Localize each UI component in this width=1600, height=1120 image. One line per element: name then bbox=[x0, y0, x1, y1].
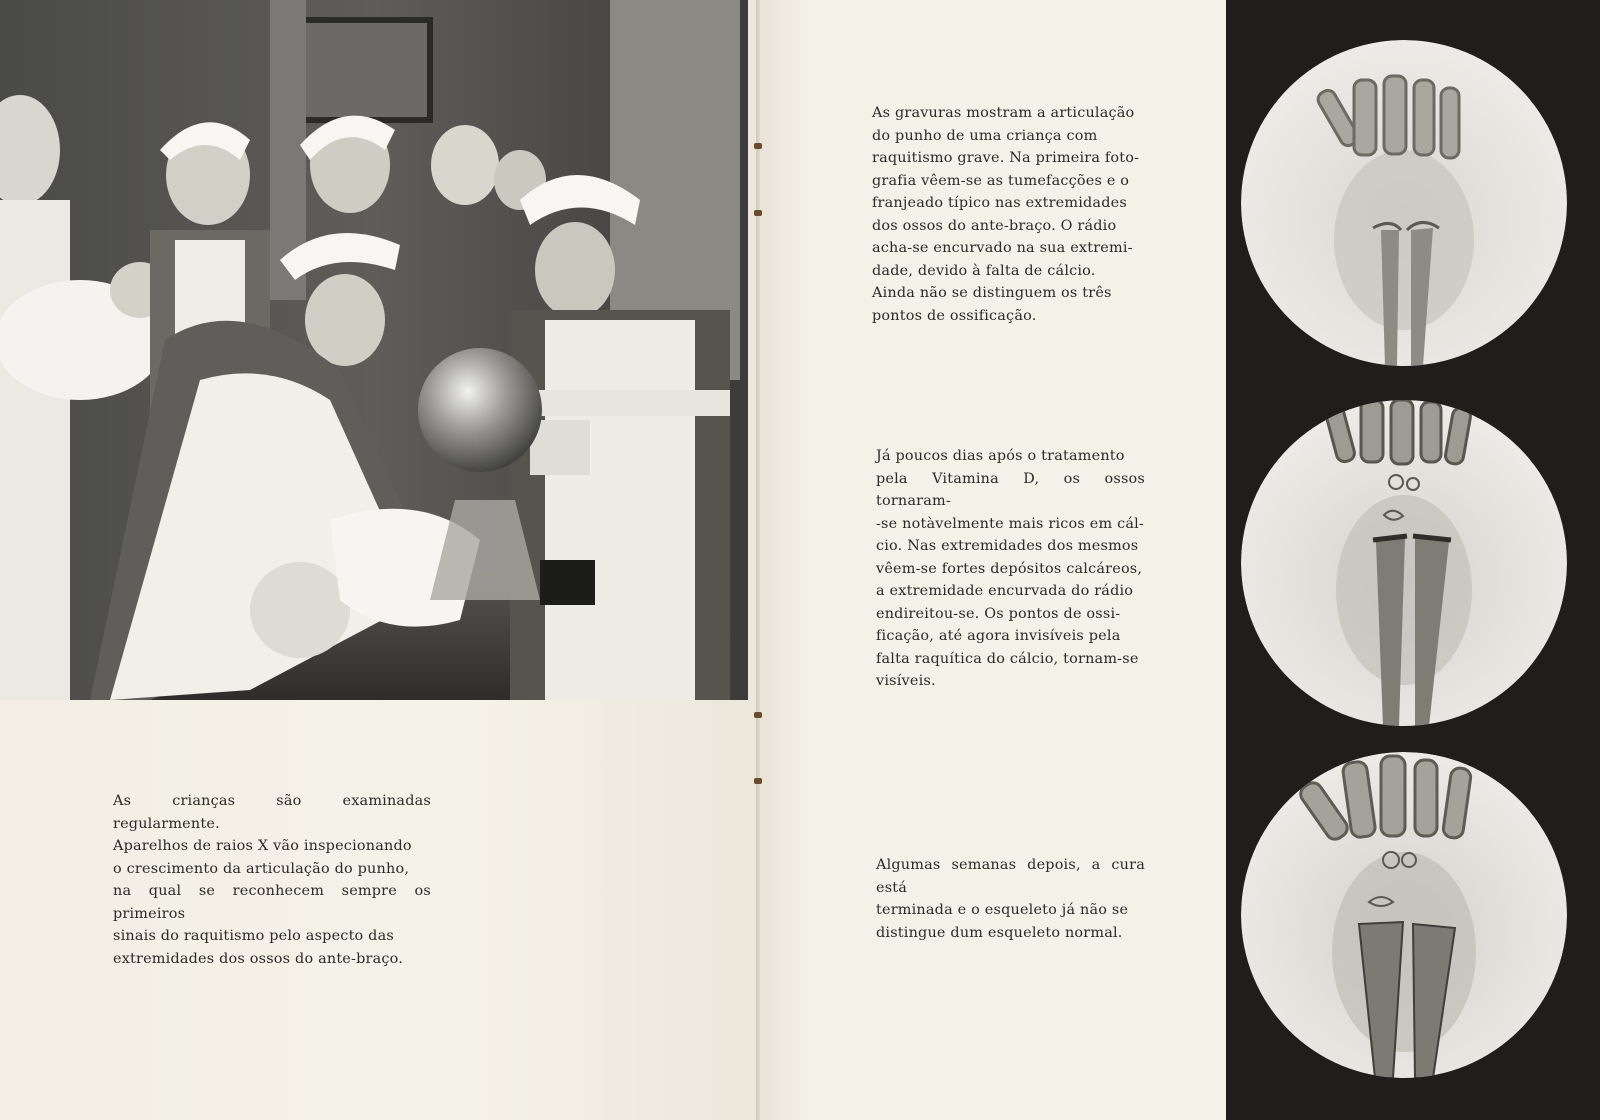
caption-children-examined bbox=[113, 790, 431, 970]
caption-line: As gravuras mostram a articulação bbox=[872, 105, 1135, 121]
caption-line: ficação, até agora invisíveis pela bbox=[876, 628, 1121, 644]
staple-mark bbox=[754, 778, 762, 784]
caption-line: dos ossos do ante-braço. O rádio bbox=[872, 217, 1117, 234]
caption-line: acha-se encurvado na sua extremi- bbox=[872, 240, 1133, 256]
staple-mark bbox=[754, 143, 762, 149]
caption-line: Algumas semanas depois, a cura está bbox=[876, 857, 1145, 896]
nurses-photo bbox=[0, 0, 748, 700]
caption-line: o crescimento da articulação do punho, bbox=[113, 860, 410, 877]
caption-line: visíveis. bbox=[876, 673, 936, 689]
caption-healed bbox=[876, 854, 1145, 944]
caption-line: Aparelhos de raios X vão inspecionando bbox=[113, 838, 412, 854]
caption-line: extremidades dos ossos do ante-braço. bbox=[113, 950, 404, 967]
caption-line: endireitou-se. Os pontos de ossi- bbox=[876, 605, 1121, 622]
xray-healed bbox=[1241, 752, 1567, 1078]
caption-line: As crianças são examinadas regularmente. bbox=[113, 793, 431, 832]
caption-line: a extremidade encurvada do rádio bbox=[876, 583, 1134, 599]
staple-mark bbox=[754, 210, 762, 216]
caption-line: cio. Nas extremidades dos mesmos bbox=[876, 538, 1139, 554]
staple-mark bbox=[754, 712, 762, 718]
caption-after-vitamin-d bbox=[876, 445, 1145, 693]
left-page bbox=[0, 0, 758, 1120]
gutter bbox=[756, 0, 760, 1120]
caption-line: na qual se reconhecem sempre os primeiros bbox=[113, 883, 431, 922]
caption-line: vêem-se fortes depósitos calcáreos, bbox=[876, 560, 1143, 577]
caption-line: falta raquítica do cálcio, tornam-se bbox=[876, 650, 1139, 667]
caption-line: pela Vitamina D, os ossos tornaram- bbox=[876, 470, 1145, 509]
caption-line: Já poucos dias após o tratamento bbox=[876, 448, 1125, 464]
caption-line: pontos de ossificação. bbox=[872, 307, 1037, 324]
caption-line: dade, devido à falta de cálcio. bbox=[872, 262, 1096, 279]
caption-line: franjeado típico nas extremidades bbox=[872, 195, 1127, 211]
xray-after-vitamin-d bbox=[1241, 400, 1567, 726]
caption-line: grafia vêem-se as tumefacções e o bbox=[872, 172, 1130, 189]
caption-line: Ainda não se distinguem os três bbox=[872, 285, 1112, 301]
caption-severe-rickets bbox=[872, 102, 1144, 327]
caption-line: raquitismo grave. Na primeira foto- bbox=[872, 150, 1140, 166]
caption-line: terminada e o esqueleto já não se bbox=[876, 902, 1129, 918]
caption-line: sinais do raquitismo pelo aspecto das bbox=[113, 928, 394, 944]
caption-line: distingue dum esqueleto normal. bbox=[876, 924, 1123, 941]
caption-line: -se notàvelmente mais ricos em cál- bbox=[876, 515, 1144, 532]
xray-severe-rickets bbox=[1241, 40, 1567, 366]
caption-line: do punho de uma criança com bbox=[872, 127, 1098, 144]
